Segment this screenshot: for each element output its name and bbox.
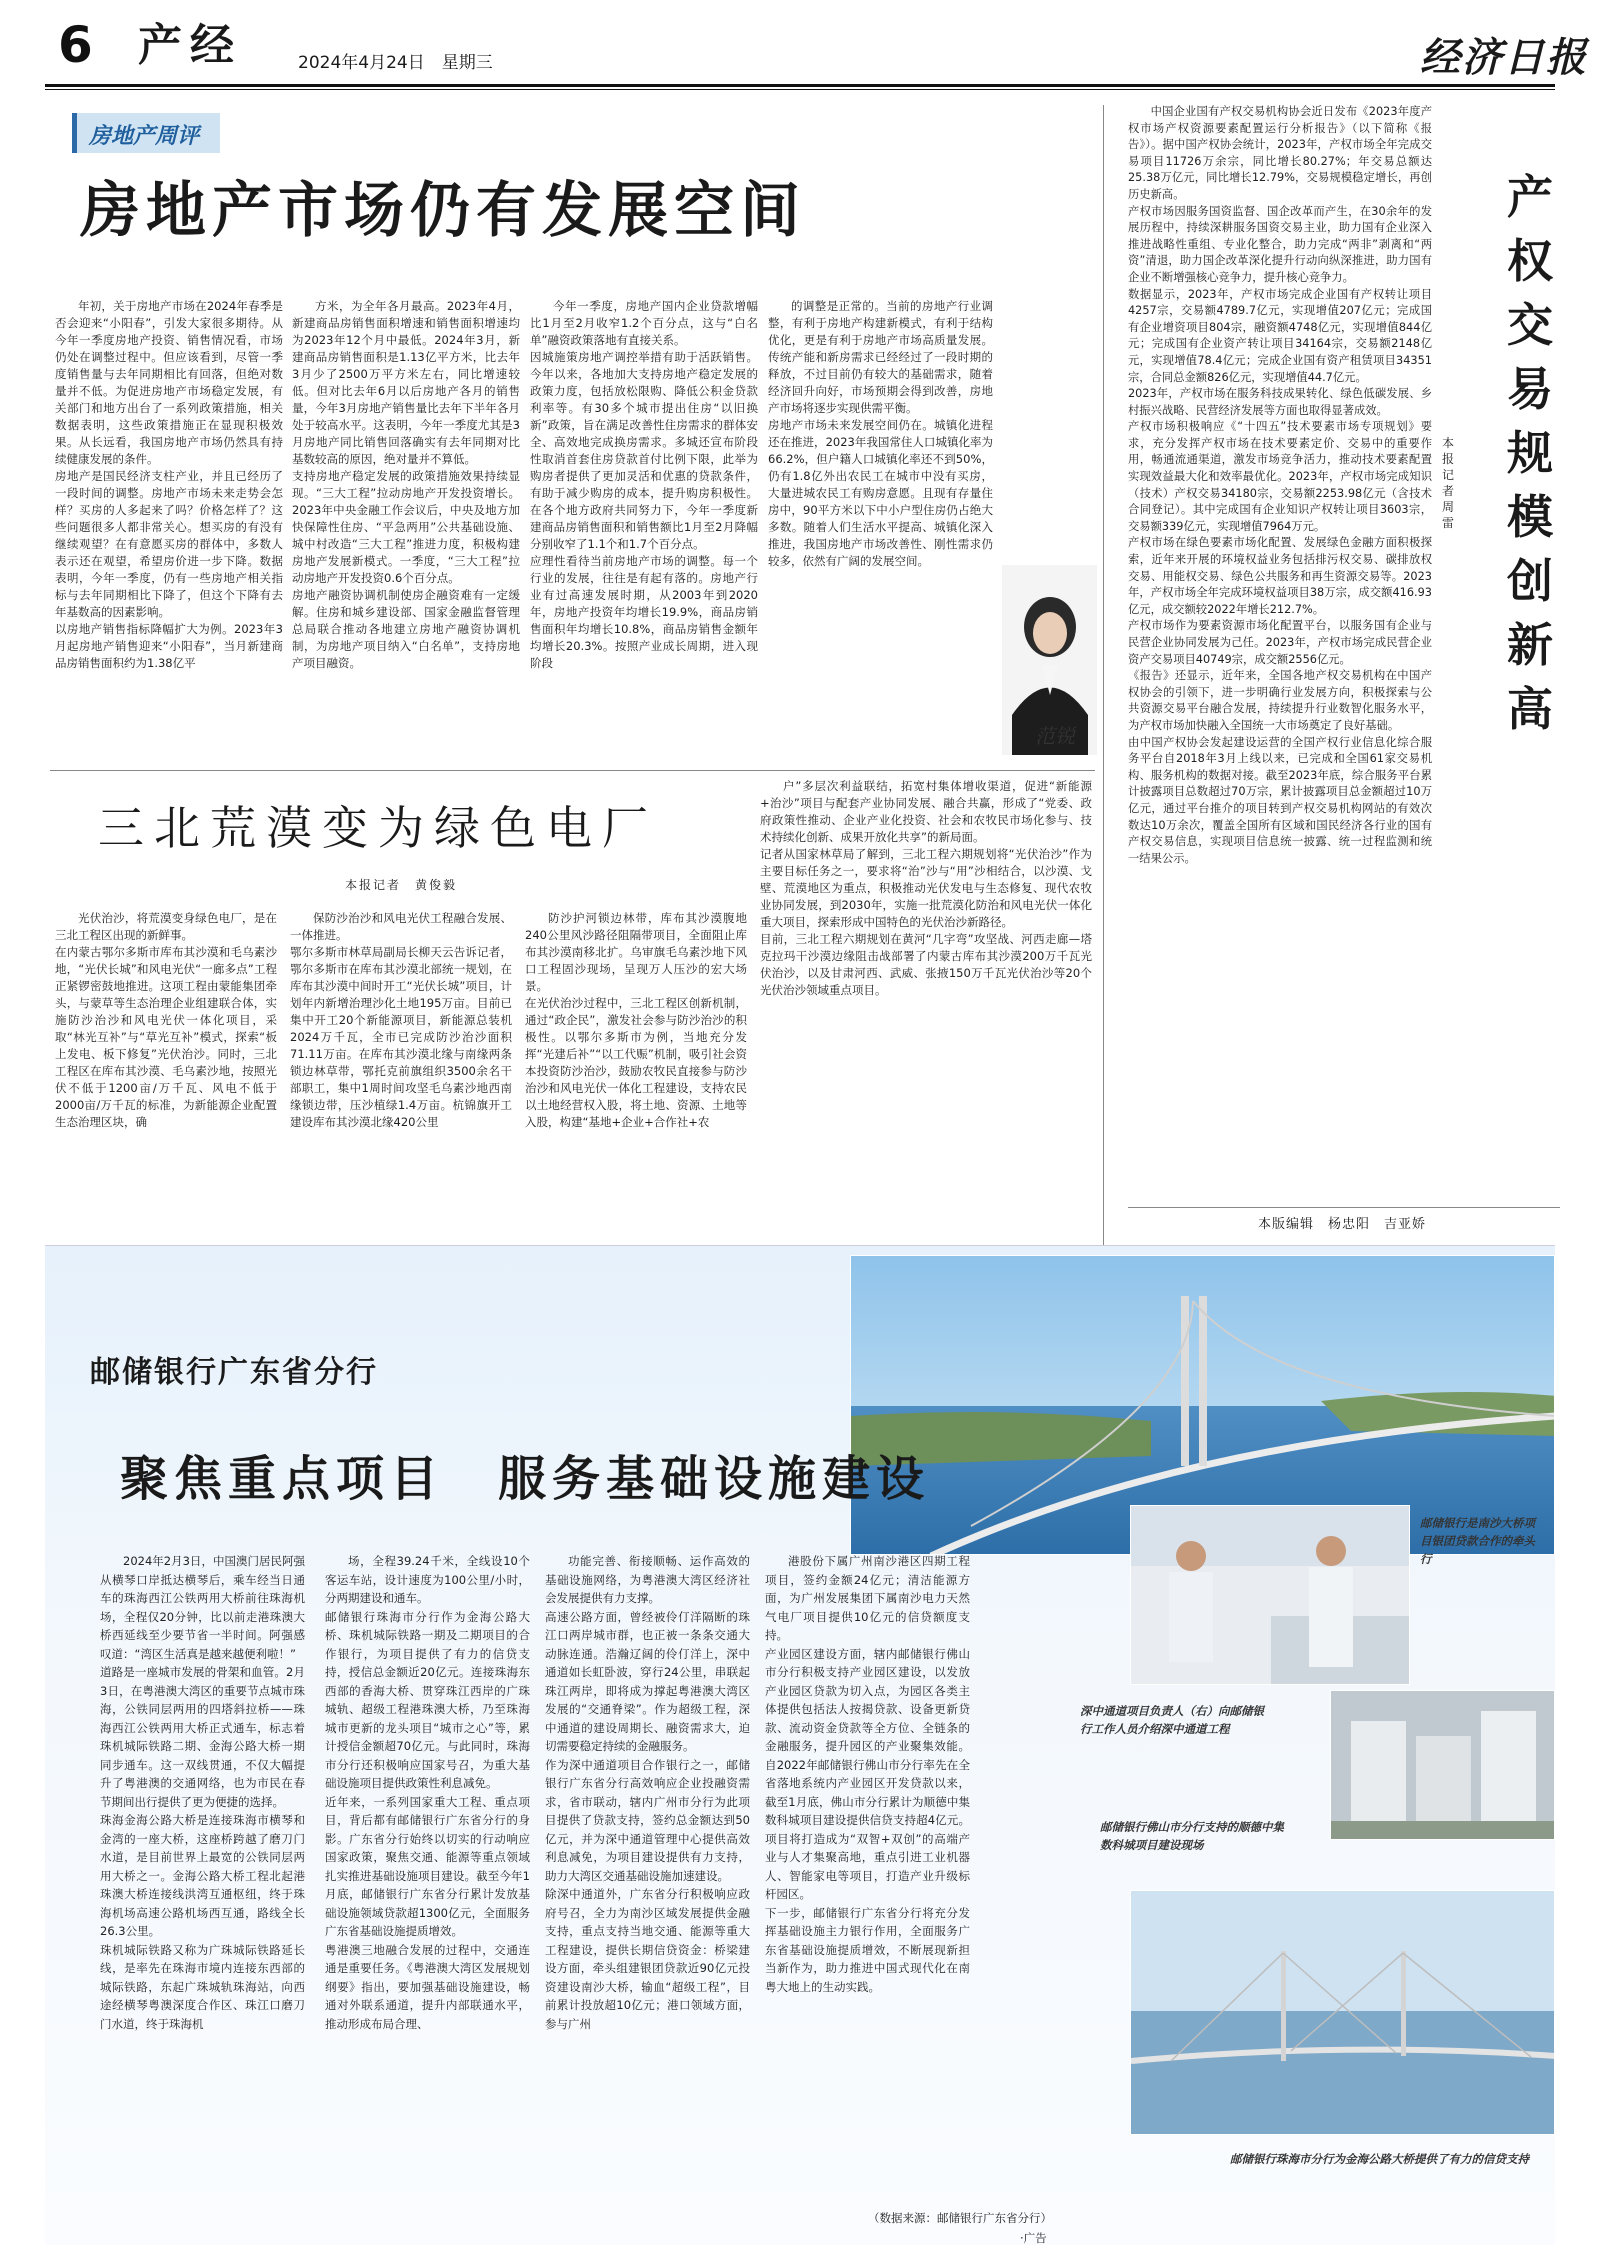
ad-column (545, 1552, 750, 2192)
article-column (525, 910, 747, 1235)
ad-column (765, 1552, 970, 2202)
article-column (290, 910, 512, 1235)
ad-source-note: （数据来源：邮储银行广东省分行） (868, 2211, 1052, 2225)
article-divider (50, 770, 1095, 771)
ad-text: 功能完善、衔接顺畅、运作高效的基础设施网络，为粤港澳大湾区经济社会发展提供有力支撑。 高速公路方面，曾经被伶仃洋隔断的珠江口两岸城市群，也正被一条条交通大动脉连通。浩瀚辽阔的伶仃洋上，深中通道如长虹卧波，穿行24公里，串联起珠江两岸，即将成为撑起粤港澳大湾区发展的“交通脊梁”。作为超级工程，深中通道的建设周期长、融资需求大，迫切需要稳定持续的金融服务。 作为深中通道项目合作银行之一，邮储银行广东省分行高效响应企业投融资需求，省市联动，辖内广州市分行为此项目提供了贷款支持，签约总金额达到50亿元，并为深中通道管理中心提供高效利息减免，为项目建设提供有力支持，助力大湾区交通基础设施加速建设。 除深中通道外，广东省分行积极响应政府号召，全力为南沙区域发展提供金融支持，重点支持当地交通、能源等重大工程建设，提供长期信贷资金：桥梁建设方面，牵头组建银团贷款近90亿元投资建设南沙大桥，输血“超级工程”，目前累计投放超10亿元；港口领域方面，参与广州 (545, 1554, 750, 2031)
ad-text: 场，全程39.24千米，全线设10个客运车站，设计速度为100公里/小时，分两期建设和通车。 邮储银行珠海市分行作为金海公路大桥、珠机城际铁路一期及二期项目的合作银行，为项目提供了有力的信贷支持，授信总金额近20亿元。连接珠海东西部的香海大桥、贯穿珠江西岸的广珠城轨、超级工程港珠澳大桥，乃至珠海城市更新的龙头项目“城市之心”等，累计授信金额超70亿元。与此同时，珠海市分行还积极响应国家号召，为重大基础设施项目提供政策性利息减免。 近年来，一系列国家重大工程、重点项目，背后都有邮储银行广东省分行的身影。广东省分行始终以切实的行动响应国家政策，聚焦交通、能源等重点领域扎实推进基础设施项目建设。截至今年1月底，邮储银行广东省分行累计发放基础设施领域贷款超1300亿元，全面服务广东省基础设施提质增效。 粤港澳三地融合发展的过程中，交通连通是重要任务。《粤港澳大湾区发展规划纲要》指出，要加强基础设施建设，畅通对外联系通道，提升内部联通水平，推动形成布局合理、 (325, 1554, 530, 2031)
ad-column (325, 1552, 530, 2192)
ad-label: ·广告 (1020, 2231, 1047, 2245)
article-text: 年初，关于房地产市场在2024年春季是否会迎来“小阳春”，引发大家很多期待。从今年一季度房地产投资、销售情况看，市场仍处在调整过程中。但应该看到，尽管一季度销售量与去年同期相比有回落，但绝对数量并不低。为促进房地产市场稳定发展，有关部门和地方出台了一系列政策措施，相关数据表明，这些政策措施正在显现积极效果。从长远看，我国房地产市场仍然具有持续健康发展的条件。 房地产是国民经济支柱产业，并且已经历了一段时间的调整。房地产市场未来走势会怎样？买房的人多起来了吗？价格怎样了？这些问题很多人都非常关心。想买房的有没有继续观望？在有意愿买房的群体中，多数人表示还在观望，希望房价进一步下降。数据表明，今年一季度，仍有一些房地产相关指标与去年同期相比下降了，但这个下降有去年基数高的因素影响。 以房地产销售指标降幅扩大为例。2023年3月起房地产销售迎来“小阳春”，当月新建商品房销售面积约为1.38亿平 (55, 299, 283, 670)
page-number: 6 (58, 16, 93, 74)
article-column (768, 298, 993, 760)
article-text: 光伏治沙，将荒漠变身绿色电厂，是在三北工程区出现的新鲜事。 在内蒙古鄂尔多斯市库布其沙漠和毛乌素沙地，“光伏长城”和风电光伏“一廊多点”工程正紧锣密鼓地推进。这项工程由蒙能集团牵头，与蒙草等生态治理企业组建联合体，实施防沙治沙和风电光伏一体化项目，采取“林光互补”与“草光互补”模式，探索“板上发电、板下修复”光伏治沙。同时，三北工程区在库布其沙漠、毛乌素沙地，按照光伏不低于1200亩/万千瓦、风电不低于2000亩/万千瓦的标准，为新能源企业配置生态治理区块，确 (55, 911, 277, 1129)
ad-column (100, 1552, 305, 2192)
photo-caption: 邮储银行佛山市分行支持的顺德中集数科城项目建设现场 (1100, 1820, 1284, 1852)
article-text: 中国企业国有产权交易机构协会近日发布《2023年度产权市场产权资源要素配置运行分析报告》（以下简称《报告》）。据中国产权协会统计，2023年，产权市场全年完成交易项目11726万余宗，同比增长80.27%；年交易总额达25.38万亿元，同比增长12.79%，交易规模稳定增长，再创历史新高。 产权市场因服务国资监督、国企改革而产生，在30余年的发展历程中，持续深耕服务国资交易主业，助力国有企业深入推进战略性重组、专业化整合，助力完成“两非”剥离和“两资”清退，助力国企改革深化提升行动向纵深推进，助力国有企业不断增强核心竞争力，提升核心竞争力。 数据显示，2023年，产权市场完成企业国有产权转让项目4257宗，交易额4789.7亿元，实现增值207亿元；完成国有企业增资项目804宗，融资额4748亿元，实现增值844亿元；完成国有企业资产转让项目34164宗，交易额2148亿元，实现增值78.4亿元；完成企业国有资产租赁项目34351宗，合同总金额826亿元，实现增值44.7亿元。 2023年，产权市场在服务科技成果转化、绿色低碳发展、乡村振兴战略、民营经济发展等方面也取得显著成效。 产权市场积极响应《“十四五”技术要素市场专项规划》要求，充分发挥产权市场在技术要素定价、交易中的重要作用，畅通流通渠道，激发市场竞争活力，推动技术要素配置实现效益最大化和效率最优化。2023年，产权市场完成知识（技术）产权交易34180宗，交易额2253.98亿元（含技术合同登记）。其中完成国有企业知识产权转让项目3603宗，交易额339亿元，实现增值7964万元。 产权市场在绿色要素市场化配置、发展绿色金融方面积极探索，近年来开展的环境权益业务包括排污权交易、碳排放权交易、用能权交易、绿色公共服务和再生资源交易等。2023年，产权市场全年完成环境权益项目38万宗，成交额416.93亿元，成交额较2022年增长212.7%。 产权市场作为要素资源市场化配置平台，以服务国有企业与民营企业协同发展为己任。2023年，产权市场完成民营企业资产交易项目40749宗，成交额2556亿元。 《报告》还显示，近年来，全国各地产权交易机构在中国产权协会的引领下，进一步明确行业发展方向，积极探索与公共资源交易平台融合发展，持续提升行业数智化服务水平，为产权市场加快融入全国统一大市场奠定了良好基础。 由中国产权协会发起建设运营的全国产权行业信息化综合服务平台自2018年3月上线以来，已完成和全国61家交易机构、服务机构的数据对接。截至2023年底，综合服务平台累计披露项目总数超过70万宗，累计披露项目总金额超过10万亿元，通过平台推介的项目转到产权交易机构网站的有效次数达10万余次，覆盖全国所有区域和国民经济各行业的国有产权交易信息，实现项目信息统一披露、统一过程监测和统一结果公示。 (1128, 105, 1432, 865)
article-text: 防沙护河锁边林带，库布其沙漠腹地240公里风沙路径阻隔带项目，全面阻止库布其沙漠南移北扩。乌审旗毛乌素沙地下风口工程固沙现场，呈现万人压沙的宏大场景。 在光伏治沙过程中，三北工程区创新机制，通过“政企民”，激发社会参与防沙治沙的积极性。以鄂尔多斯市为例，当地充分发挥“光建后补”“以工代赈”机制，吸引社会资本投资防沙治沙，鼓励农牧民直接参与防沙治沙和风电光伏一体化工程建设，支持农民以土地经营权入股，将土地、资源、土地等入股，构建“基地+企业+合作社+农 (525, 911, 747, 1129)
photo-caption: 深中通道项目负责人（右）向邮储银行工作人员介绍深中通道工程 (1080, 1704, 1264, 1736)
industrial-park-photo (1330, 1690, 1555, 1840)
article-column (1128, 104, 1432, 1204)
article-text: 的调整是正常的。当前的房地产行业调整，有利于房地产构建新模式，有利于结构优化，更是有利于房地产市场高质量发展。传统产能和新房需求已经经过了一段时期的释放，不过目前仍有较大的基础需求，随着经济回升向好，市场预期会得到改善，房地产市场将逐步实现供需平衡。 房地产市场未来发展空间仍在。城镇化进程还在推进，2023年我国常住人口城镇化率为66.2%，但户籍人口城镇化率还不到50%，仍有1.8亿外出农民工在城市中没有买房，大量进城农民工有购房意愿。且现有存量住房中，90平方米以下中小户型住房仍占绝大多数。随着人们生活水平提高、城镇化深入推进，我国房地产市场改善性、刚性需求仍较多，依然有广阔的发展空间。 (768, 299, 993, 568)
issue-date: 2024年4月24日 星期三 (298, 53, 493, 73)
article-title-vertical: 产权交易规模创新高 (1507, 170, 1553, 736)
office-photo (1130, 1505, 1410, 1685)
section-name: 产经 (138, 20, 242, 71)
article-title: 房地产市场仍有发展空间 (80, 176, 806, 246)
article-column (55, 298, 283, 760)
article-column (530, 298, 758, 760)
article-column (292, 298, 520, 760)
article-title: 三北荒漠变为绿色电厂 (98, 801, 658, 855)
photo-caption: 邮储银行珠海市分行为金海公路大桥提供了有力的信贷支持 (1230, 2152, 1529, 2166)
article-text: 户”多层次利益联结，拓宽村集体增收渠道，促进“新能源+治沙”项目与配套产业协同发展、融合共赢，形成了“党委、政府政策性推动、企业产业化投资、社会和农牧民市场化参与、技术持续化创新、成果开放化共享”的新局面。 记者从国家林草局了解到，三北工程六期规划将“光伏治沙”作为主要目标任务之一，要求将“治”沙与“用”沙相结合，以沙漠、戈壁、荒漠地区为重点，积极推动光伏发电与生态修复、现代农牧业协同发展，到2030年，实施一批荒漠化防治和风电光伏一体化重大项目，探索形成中国特色的光伏治沙新路径。 目前，三北工程六期规划在黄河“几字弯”攻坚战、河西走廊—塔克拉玛干沙漠边缘阻击战部署了内蒙古库布其沙漠200万千瓦光伏治沙，以及甘肃河西、武威、张掖150万千瓦光伏治沙等20个光伏治沙领域重点项目。 (760, 779, 1092, 997)
column-divider (1103, 105, 1104, 1245)
article-text: 方米，为全年各月最高。2023年4月，新建商品房销售面积增速和销售面积增速均为2023年12个月中最低。2024年3月，新建商品房销售面积是1.13亿平方米，比去年3月少了2500万平方米左右，同比增速较低。但对比去年6月以后房地产各月的销售量，今年3月房地产销售量比去年下半年各月处于较高水平。这表明，今年一季度尤其是3月房地产同比销售回落确实有去年同期对比基数较高的原因，绝对量并不算低。 支持房地产稳定发展的政策措施效果持续显现。“三大工程”拉动房地产开发投资增长。2023年中央金融工作会议后，中央及地方加快保障性住房、“平急两用”公共基础设施、城中村改造“三大工程”推进力度，积极构建房地产发展新模式。一季度，“三大工程”拉动房地产开发投资0.6个百分点。 房地产融资协调机制使房企融资难有一定缓解。住房和城乡建设部、国家金融监督管理总局联合推动各地建立房地产融资协调机制，为房地产项目纳入“白名单”，支持房地产项目融资。 (292, 299, 520, 670)
page-editors: 本版编辑 杨忠阳 吉亚娇 (1258, 1217, 1427, 1232)
article-column (760, 778, 1092, 1235)
article-byline: 本报记者 周 雷 (1442, 436, 1467, 530)
advertiser-name: 邮储银行广东省分行 (90, 1355, 378, 1390)
header-rule (45, 84, 1555, 87)
ad-text: 港股份下属广州南沙港区四期工程项目，签约金额24亿元；清洁能源方面，为广州发展集团下属南沙电力天然气电厂项目提供10亿元的信贷额度支持。 产业园区建设方面，辖内邮储银行佛山市分行积极支持产业园区建设，以发放产业园区贷款为切入点，为园区各类主体提供包括法人按揭贷款、设备更新贷款、流动资金贷款等全方位、全链条的金融服务，提升园区的产业聚集效能。自2022年邮储银行佛山市分行率先在全省落地系统内产业园区开发贷款以来，截至1月底，佛山市分行累计为顺德中集数科城项目建设提供信贷支持超4亿元。项目将打造成为“双智+双创”的高端产业与人才集聚高地，重点引进工业机器人、智能家电等项目，打造产业升级标杆园区。 下一步，邮储银行广东省分行将充分发挥基础设施主力银行作用，全面服务广东省基础设施提质增效，不断展现新担当新作为，助力推进中国式现代化在南粤大地上的生动实践。 (765, 1554, 970, 1994)
editor-divider (1128, 1207, 1560, 1208)
article-text: 今年一季度，房地产国内企业贷款增幅比1月至2月收窄1.2个百分点，这与“白名单”融资政策落地有直接关系。 因城施策房地产调控举措有助于活跃销售。今年以来，各地加大支持房地产稳定发展的政策力度，包括放松限购、降低公积金贷款利率等。有30多个城市提出住房“以旧换新”政策，旨在满足改善性住房需求的群体安全、高效地完成换房需求。多城还宣布阶段性取消首套住房贷款首付比例下限，此举为购房者提供了更加灵活和优惠的贷款条件，有助于减少购房的成本，提升购房积极性。在各个地方政府共同努力下，今年一季度新建商品房销售面积和销售额比1月至2月降幅分别收窄了1.1个和1.7个百分点。 应理性看待当前房地产市场的调整。每一个行业的发展，往往是有起有落的。房地产行业有过高速发展时期，从2003年到2020年，房地产投资年均增长19.9%，商品房销售面积年均增长10.8%，商品房销售金额年均增长20.3%。按照产业成长周期，进入现阶段 (530, 299, 758, 670)
column-tag: 房地产周评 (72, 113, 220, 153)
photo-caption: 邮储银行是南沙大桥项目银团贷款合作的牵头行 (1420, 1516, 1535, 1566)
masthead-logo: 经济日报 (1420, 34, 1588, 81)
ad-headline: 聚焦重点项目 服务基础设施建设 (120, 1451, 931, 1507)
article-column (55, 910, 277, 1235)
jinhai-bridge-photo (1130, 1890, 1555, 2135)
ad-text: 2024年2月3日，中国澳门居民阿强从横琴口岸抵达横琴后，乘车经当日通车的珠海西江公铁两用大桥前往珠海机场，全程仅20分钟，比以前走港珠澳大桥西延线至少要节省一半时间。阿强感叹道：“湾区生活真是越来越便利啦！” 道路是一座城市发展的骨架和血管。2月3日，在粤港澳大湾区的重要节点城市珠海，公铁同层两用的四塔斜拉桥——珠海西江公铁两用大桥正式通车，标志着珠机城际铁路二期、金海公路大桥一期同步通车。这一双线贯通，不仅大幅提升了粤港澳的交通网络，也为市民在春节期间出行提供了更为便捷的选择。 珠海金海公路大桥是连接珠海市横琴和金湾的一座大桥，这座桥跨越了磨刀门水道，是目前世界上最宽的公铁同层两用大桥之一。金海公路大桥工程北起港珠澳大桥连接线洪湾互通枢纽，终于珠海机场高速公路机场西互通，路线全长26.3公里。 珠机城际铁路又称为广珠城际铁路延长线，是率先在珠海市境内连接东西部的城际铁路，东起广珠城轨珠海站，向西途经横琴粤澳深度合作区、珠江口磨刀门水道，终于珠海机 (100, 1554, 305, 2031)
article-text: 保防沙治沙和风电光伏工程融合发展、一体推进。 鄂尔多斯市林草局副局长柳天云告诉记者，鄂尔多斯市在库布其沙漠北部统一规划，在库布其沙漠中间时开工“光伏长城”项目，计划年内新增治理沙化土地195万亩。目前已集中开工20个新能源项目，新能源总装机2024万千瓦，全市已完成防沙治沙面积71.11万亩。在库布其沙漠北缘与南缘两条锁边林草带，鄂托克前旗组织3500余名干部职工，集中1周时间攻坚毛乌素沙地西南缘锁边带，压沙植绿1.4万亩。杭锦旗开工建设库布其沙漠北缘420公里 (290, 911, 512, 1129)
author-signature: 范锐 (1035, 724, 1075, 748)
header-rule-thin (45, 89, 1555, 90)
article-byline: 本报记者 黄俊毅 (345, 878, 458, 892)
